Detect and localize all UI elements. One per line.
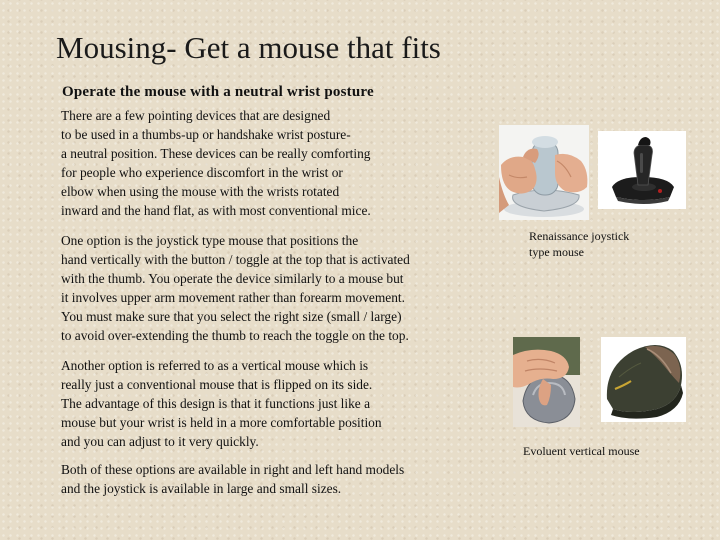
text-line: a neutral position. These devices can be really comforting — [61, 146, 371, 161]
text-line: One option is the joystick type mouse that positions the — [61, 233, 359, 248]
slide-title: Mousing- Get a mouse that fits — [56, 30, 441, 65]
text-line: hand vertically with the button / toggle at the top that is activated — [61, 252, 410, 267]
joystick-mouse-photo — [598, 131, 686, 209]
paragraph-vertical-mouse — [61, 356, 382, 451]
text-line: Both of these options are available in right and left hand models — [61, 462, 405, 477]
paragraph-joystick — [61, 231, 410, 345]
text-line: and the joystick is available in large and small sizes. — [61, 481, 342, 496]
text-line: inward and the hand flat, as with most conventional mice. — [61, 203, 371, 218]
text-line: it involves upper arm movement rather than forearm movement. — [61, 290, 405, 305]
text-line: to be used in a thumbs-up or handshake wrist posture- — [61, 127, 351, 142]
text-line: with the thumb. You operate the device similarly to a mouse but — [61, 271, 404, 286]
text-line: mouse but your wrist is held in a more comfortable position — [61, 415, 382, 430]
text-line: for people who experience discomfort in the wrist or — [61, 165, 343, 180]
text-line: really just a conventional mouse that is flipped on its side. — [61, 377, 373, 392]
text-line: Another option is referred to as a vertical mouse which is — [61, 358, 369, 373]
hand-on-vertical-mouse-photo — [513, 337, 580, 427]
section-heading: Operate the mouse with a neutral wrist posture — [62, 84, 374, 100]
joystick-caption — [529, 228, 629, 260]
hand-on-joystick-mouse-photo — [499, 125, 589, 220]
text-line: and you can adjust to it very quickly. — [61, 434, 259, 449]
vertical-mouse-caption — [523, 443, 640, 459]
paragraph-availability — [61, 460, 404, 498]
text-line: You must make sure that you select the right size (small / large) — [61, 309, 402, 324]
caption-line: type mouse — [529, 245, 584, 259]
text-line: The advantage of this design is that it functions just like a — [61, 396, 371, 411]
caption-line: Renaissance joystick — [529, 229, 630, 243]
text-line: elbow when using the mouse with the wrists rotated — [61, 184, 340, 199]
paragraph-neutral-posture — [61, 106, 371, 220]
vertical-mouse-photo — [601, 337, 686, 422]
caption-line: Evoluent vertical mouse — [523, 444, 640, 458]
text-line: There are a few pointing devices that are designed — [61, 108, 331, 123]
text-line: to avoid over-extending the thumb to reach the toggle on the top. — [61, 328, 409, 343]
